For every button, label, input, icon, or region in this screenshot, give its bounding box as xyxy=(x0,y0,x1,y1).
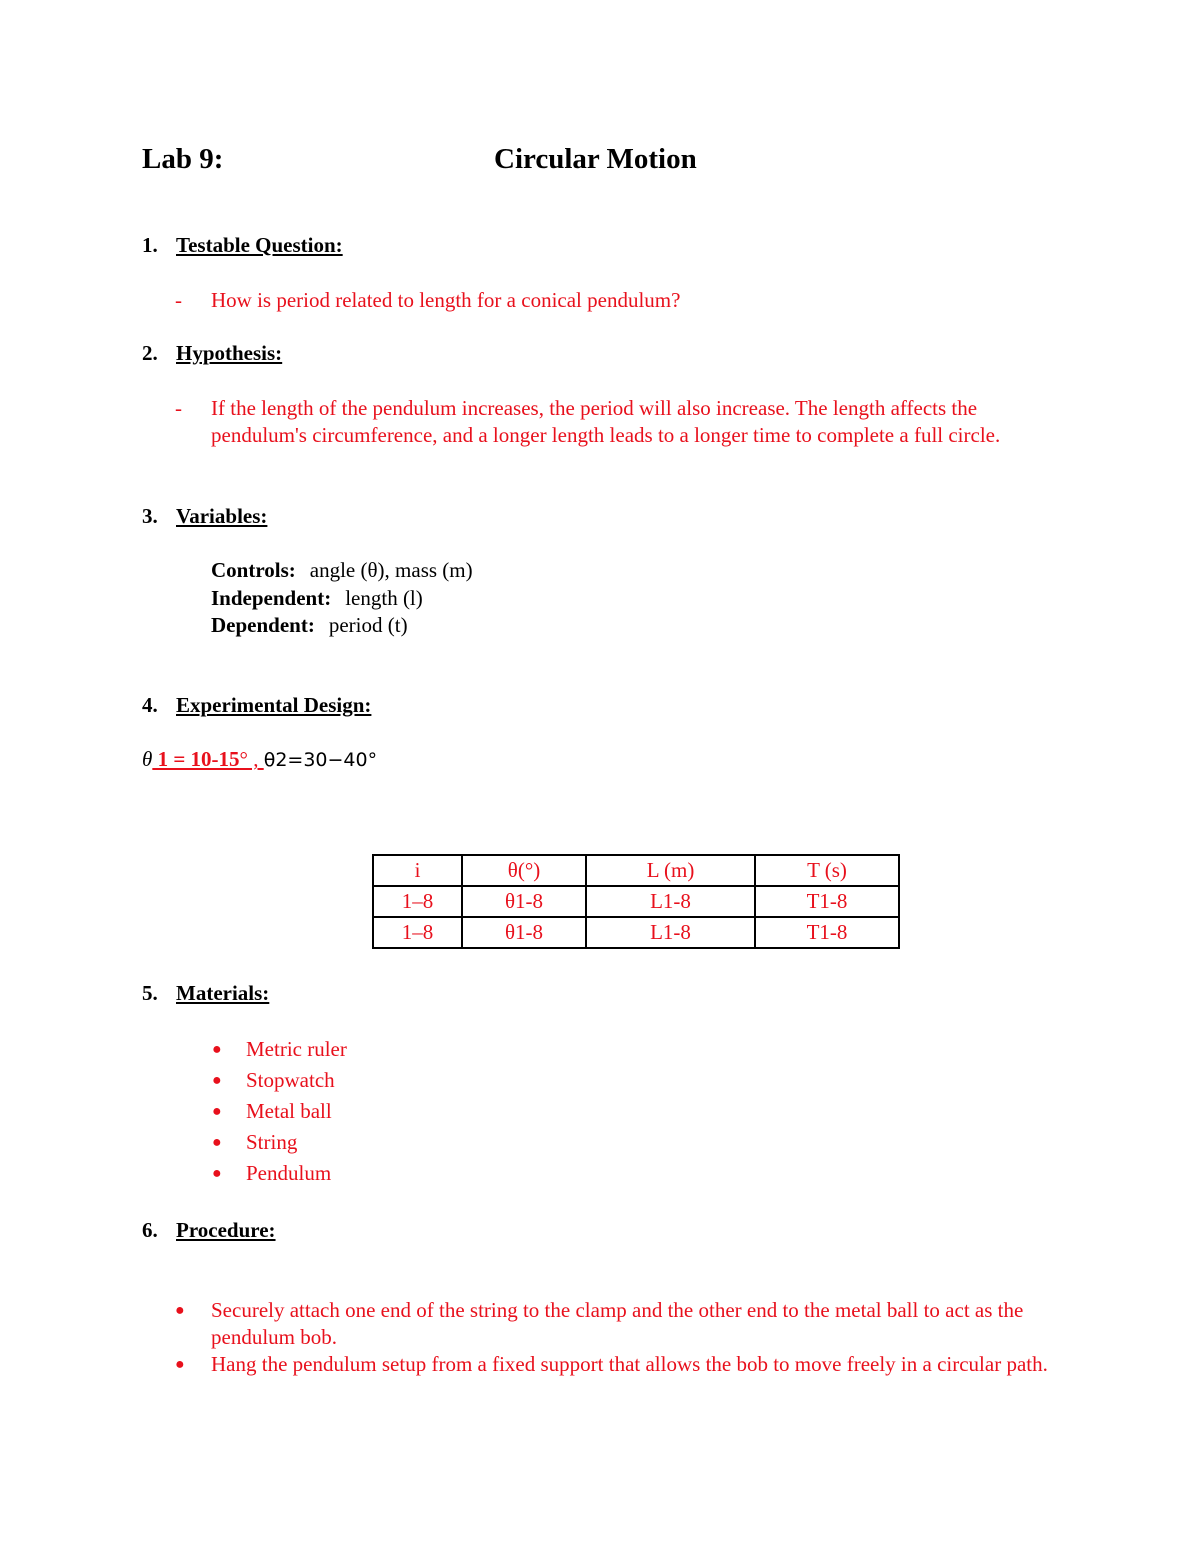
section-heading-design xyxy=(142,693,371,718)
table-cell: T1-8 xyxy=(755,886,899,917)
table-header: T (s) xyxy=(755,855,899,886)
list-item xyxy=(212,1096,347,1127)
material-text: Pendulum xyxy=(246,1161,332,1185)
variable-value: period (t) xyxy=(328,613,408,637)
procedure-text: Securely attach one end of the string to the clamp and the other end to the metal ball to act as the pendulum bob. xyxy=(211,1298,1024,1349)
section-heading-procedure xyxy=(142,1218,276,1243)
section-label: Procedure: xyxy=(176,1218,276,1242)
material-text: String xyxy=(246,1130,298,1154)
page-title: Circular Motion xyxy=(494,143,697,175)
variable-value: angle (θ), mass (m) xyxy=(309,558,473,582)
table-cell: L1-8 xyxy=(586,917,755,948)
theta1-range: 1 = 10-15 xyxy=(152,747,240,771)
list-item xyxy=(212,1158,347,1189)
table-cell: 1–8 xyxy=(373,886,462,917)
material-text: Metal ball xyxy=(246,1099,332,1123)
table-row xyxy=(373,886,899,917)
hypothesis-item xyxy=(175,395,1055,449)
section-number: 3. xyxy=(142,504,158,528)
bullet-icon: ● xyxy=(175,1302,185,1319)
list-item xyxy=(175,1351,1055,1378)
variable-label: Dependent: xyxy=(211,613,315,637)
material-text: Stopwatch xyxy=(246,1068,335,1092)
section-heading-hypothesis xyxy=(142,341,282,366)
variable-controls xyxy=(211,557,473,584)
section-number: 5. xyxy=(142,981,158,1005)
theta-symbol: θ xyxy=(142,747,153,771)
list-item xyxy=(212,1034,347,1065)
table-header: i xyxy=(373,855,462,886)
table-cell: 1–8 xyxy=(373,917,462,948)
procedure-text: Hang the pendulum setup from a fixed support that allows the bob to move freely in a circular path. xyxy=(211,1352,1048,1376)
table-header-row xyxy=(373,855,899,886)
variable-value: length (l) xyxy=(345,586,423,610)
table-row xyxy=(373,917,899,948)
bullet-icon: ● xyxy=(212,1103,222,1120)
question-text: How is period related to length for a conical pendulum? xyxy=(211,288,681,312)
dash-marker: - xyxy=(175,288,182,312)
table-cell: T1-8 xyxy=(755,917,899,948)
section-label: Variables: xyxy=(176,504,268,528)
table-cell: θ1-8 xyxy=(462,886,586,917)
section-label: Materials: xyxy=(176,981,270,1005)
materials-list xyxy=(212,1034,347,1189)
table-header: θ(°) xyxy=(462,855,586,886)
bullet-icon: ● xyxy=(212,1072,222,1089)
section-heading-materials xyxy=(142,981,269,1006)
degree-separator: ° , xyxy=(239,747,264,771)
variable-independent xyxy=(211,585,423,612)
table-cell: θ1-8 xyxy=(462,917,586,948)
section-number: 4. xyxy=(142,693,158,717)
section-heading-variables xyxy=(142,504,267,529)
theta2-range: θ2=30−40° xyxy=(263,749,378,771)
hypothesis-text: If the length of the pendulum increases, the period will also increase. The length affects the pendulum's circumference, and a longer length leads to a longer time to complete a full circle. xyxy=(211,396,1001,447)
dash-marker: - xyxy=(175,396,182,420)
section-label: Testable Question: xyxy=(176,233,343,257)
table-header: L (m) xyxy=(586,855,755,886)
variable-dependent xyxy=(211,612,408,639)
design-angles xyxy=(142,746,377,774)
section-label: Experimental Design: xyxy=(176,693,372,717)
section-label: Hypothesis: xyxy=(176,341,283,365)
bullet-icon: ● xyxy=(175,1356,185,1373)
variable-label: Independent: xyxy=(211,586,332,610)
list-item xyxy=(175,1297,1055,1351)
list-item xyxy=(212,1127,347,1158)
bullet-icon: ● xyxy=(212,1134,222,1151)
section-number: 6. xyxy=(142,1218,158,1242)
lab-number: Lab 9: xyxy=(142,143,224,175)
table-cell: L1-8 xyxy=(586,886,755,917)
list-item xyxy=(212,1065,347,1096)
section-heading-question xyxy=(142,233,343,258)
bullet-icon: ● xyxy=(212,1165,222,1182)
section-number: 1. xyxy=(142,233,158,257)
procedure-list xyxy=(175,1297,1055,1378)
variable-label: Controls: xyxy=(211,558,296,582)
bullet-icon: ● xyxy=(212,1041,222,1058)
section-number: 2. xyxy=(142,341,158,365)
question-item xyxy=(175,287,1055,314)
material-text: Metric ruler xyxy=(246,1037,347,1061)
data-table xyxy=(372,854,900,949)
